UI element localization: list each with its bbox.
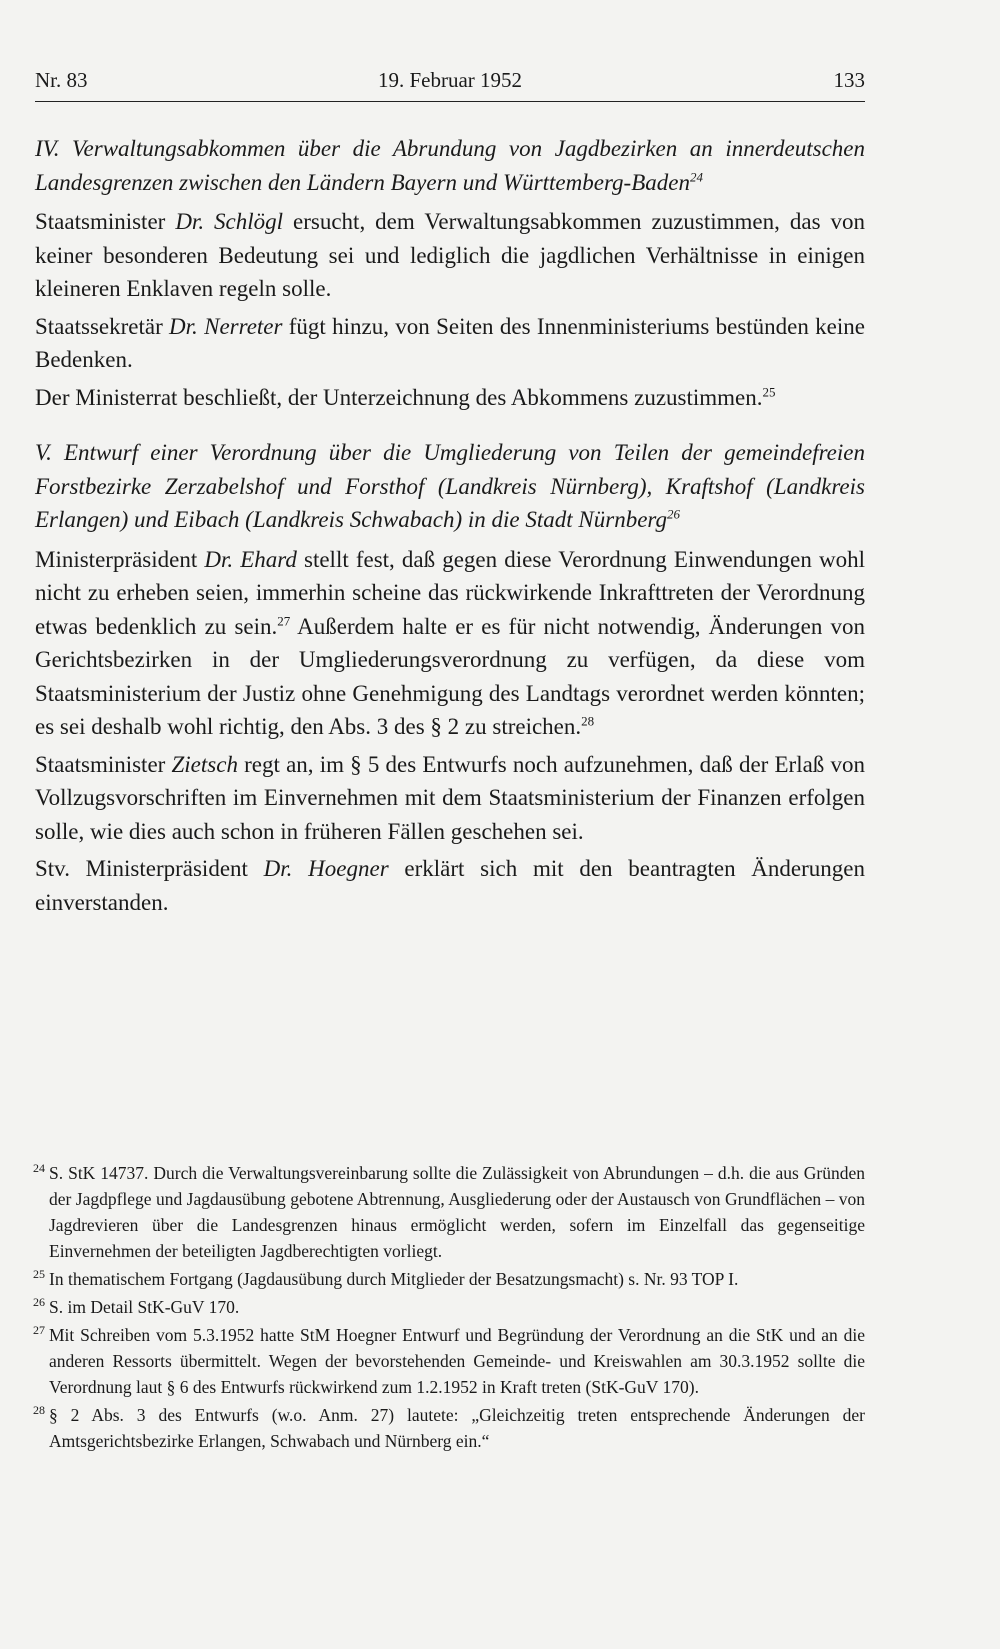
paragraph-text: ersucht, dem Verwaltungsabkommen zuzustimmen, das von keiner besonderen Bedeutung sei und lediglich die jagdlichen Verhältnisse in einigen kleineren Enklaven regeln solle. (35, 209, 866, 301)
footnote (35, 1402, 865, 1454)
paragraph-text: fügt hinzu, von Seiten des Innenministeriums bestünden keine Bedenken. (35, 313, 865, 372)
page-number: 133 (833, 68, 865, 92)
footnote-number: 26 (33, 1295, 45, 1309)
speaker-name: Zietsch (171, 751, 238, 777)
footnote-ref-25: 25 (762, 383, 776, 399)
paragraph-resolution-iv (35, 381, 865, 415)
speaker-name: Dr. Nerreter (169, 313, 283, 339)
footnote-ref-26: 26 (667, 506, 680, 522)
footnote (35, 1266, 865, 1292)
paragraph-nerreter (35, 310, 865, 377)
document-number: Nr. 83 (35, 68, 88, 92)
paragraph-ehard (35, 543, 865, 744)
speaker-title: Ministerpräsident (35, 546, 205, 572)
section-v-heading-text: V. Entwurf einer Verordnung über die Umgliederung von Teilen der gemeindefreien Forstbezirke Zerzabelshof und Forsthof (Landkreis Nürnberg), Kraftshof (Landkreis Erlangen) und Eibach (Landkreis Schwabach) in die Stadt Nürnberg (35, 440, 865, 532)
footnote-number: 28 (33, 1403, 45, 1417)
footnote-number: 27 (33, 1323, 45, 1337)
section-iv-heading (35, 132, 865, 199)
speaker-name: Dr. Ehard (204, 546, 297, 572)
footnote (35, 1322, 865, 1400)
footnote-ref-28: 28 (581, 713, 595, 729)
page-body (35, 68, 865, 923)
footnote-ref-24: 24 (689, 168, 703, 184)
footnote-number: 24 (33, 1161, 45, 1175)
paragraph-zietsch (35, 748, 865, 849)
footnote-text: S. im Detail StK-GuV 170. (49, 1297, 240, 1317)
paragraph-text: Außerdem halte er es für nicht notwendig, Änderungen von Gerichtsbezirken in der Umgliederungsverordnung zu verfügen, da diese vom Staatsministerium der Justiz ohne Genehmigung des Landtags verordnet werden könnten; es sei deshalb wohl richtig, den Abs. 3 des § 2 zu streichen. (35, 613, 866, 739)
footnote-number: 25 (33, 1267, 45, 1281)
footnote-text: § 2 Abs. 3 des Entwurfs (w.o. Anm. 27) lautete: „Gleichzeitig treten entsprechende Änderungen der Amtsgerichtsbezirke Erlangen, Schwabach und Nürnberg ein.“ (49, 1405, 865, 1451)
speaker-name: Dr. Hoegner (263, 856, 389, 881)
speaker-title: Staatssekretär (35, 313, 170, 339)
section-iv-heading-text: IV. Verwaltungsabkommen über die Abrundung von Jagdbezirken an innerdeutschen Landesgrenzen zwischen den Ländern Bayern und Württemberg-Baden (35, 136, 865, 195)
meeting-date: 19. Februar 1952 (377, 68, 523, 92)
footnote (35, 1294, 865, 1320)
footnote (35, 1160, 865, 1264)
running-header (35, 68, 865, 102)
paragraph-text: stellt fest, daß gegen diese Verordnung Einwendungen wohl nicht zu erheben seien, immerhin scheine das rückwirkende Inkrafttreten der Verordnung etwas bedenklich zu sein. (35, 546, 865, 639)
paragraph-text: erklärt sich mit den beantragten Änderungen einverstanden. (35, 856, 865, 915)
footnotes (35, 1160, 865, 1456)
footnote-text: In thematischem Fortgang (Jagdausübung durch Mitglieder der Besatzungsmacht) s. Nr. 93 TOP I. (49, 1269, 739, 1289)
speaker-title: Staatsminister (35, 209, 176, 234)
paragraph-hoegner (35, 852, 865, 919)
speaker-name: Dr. Schlögl (175, 209, 284, 234)
speaker-title: Stv. Ministerpräsident (35, 856, 264, 881)
paragraph-text: Der Ministerrat beschließt, der Unterzeichnung des Abkommens zuzustimmen. (35, 384, 763, 410)
footnote-text: S. StK 14737. Durch die Verwaltungsvereinbarung sollte die Zulässigkeit von Abrundungen – d.h. die aus Gründen der Jagdpflege und Jagdausübung gebotene Abtrennung, Ausgliederung oder der Austausch von Grundflächen – von Jagdrevieren über die Landesgrenzen hinaus ermöglicht werden, sofern im Einzelfall das gegenseitige Einvernehmen der beteiligten Jagdberechtigten vorliegt. (49, 1163, 865, 1261)
paragraph-schloegl (35, 205, 865, 306)
section-v-heading (35, 436, 865, 537)
paragraph-text: regt an, im § 5 des Entwurfs noch aufzunehmen, daß der Erlaß von Vollzugsvorschriften im Einvernehmen mit dem Staatsministerium der Finanzen erfolgen solle, wie dies auch schon in früheren Fällen geschehen sei. (35, 751, 865, 844)
footnote-ref-27: 27 (277, 612, 291, 628)
footnote-text: Mit Schreiben vom 5.3.1952 hatte StM Hoegner Entwurf und Begründung der Verordnung an die StK und an die anderen Ressorts übermittelt. Wegen der bevorstehenden Gemeinde- und Kreiswahlen am 30.3.1952 sollte die Verordnung laut § 6 des Entwurfs rückwirkend zum 1.2.1952 in Kraft treten (StK-GuV 170). (49, 1325, 865, 1397)
speaker-title: Staatsminister (35, 751, 172, 777)
